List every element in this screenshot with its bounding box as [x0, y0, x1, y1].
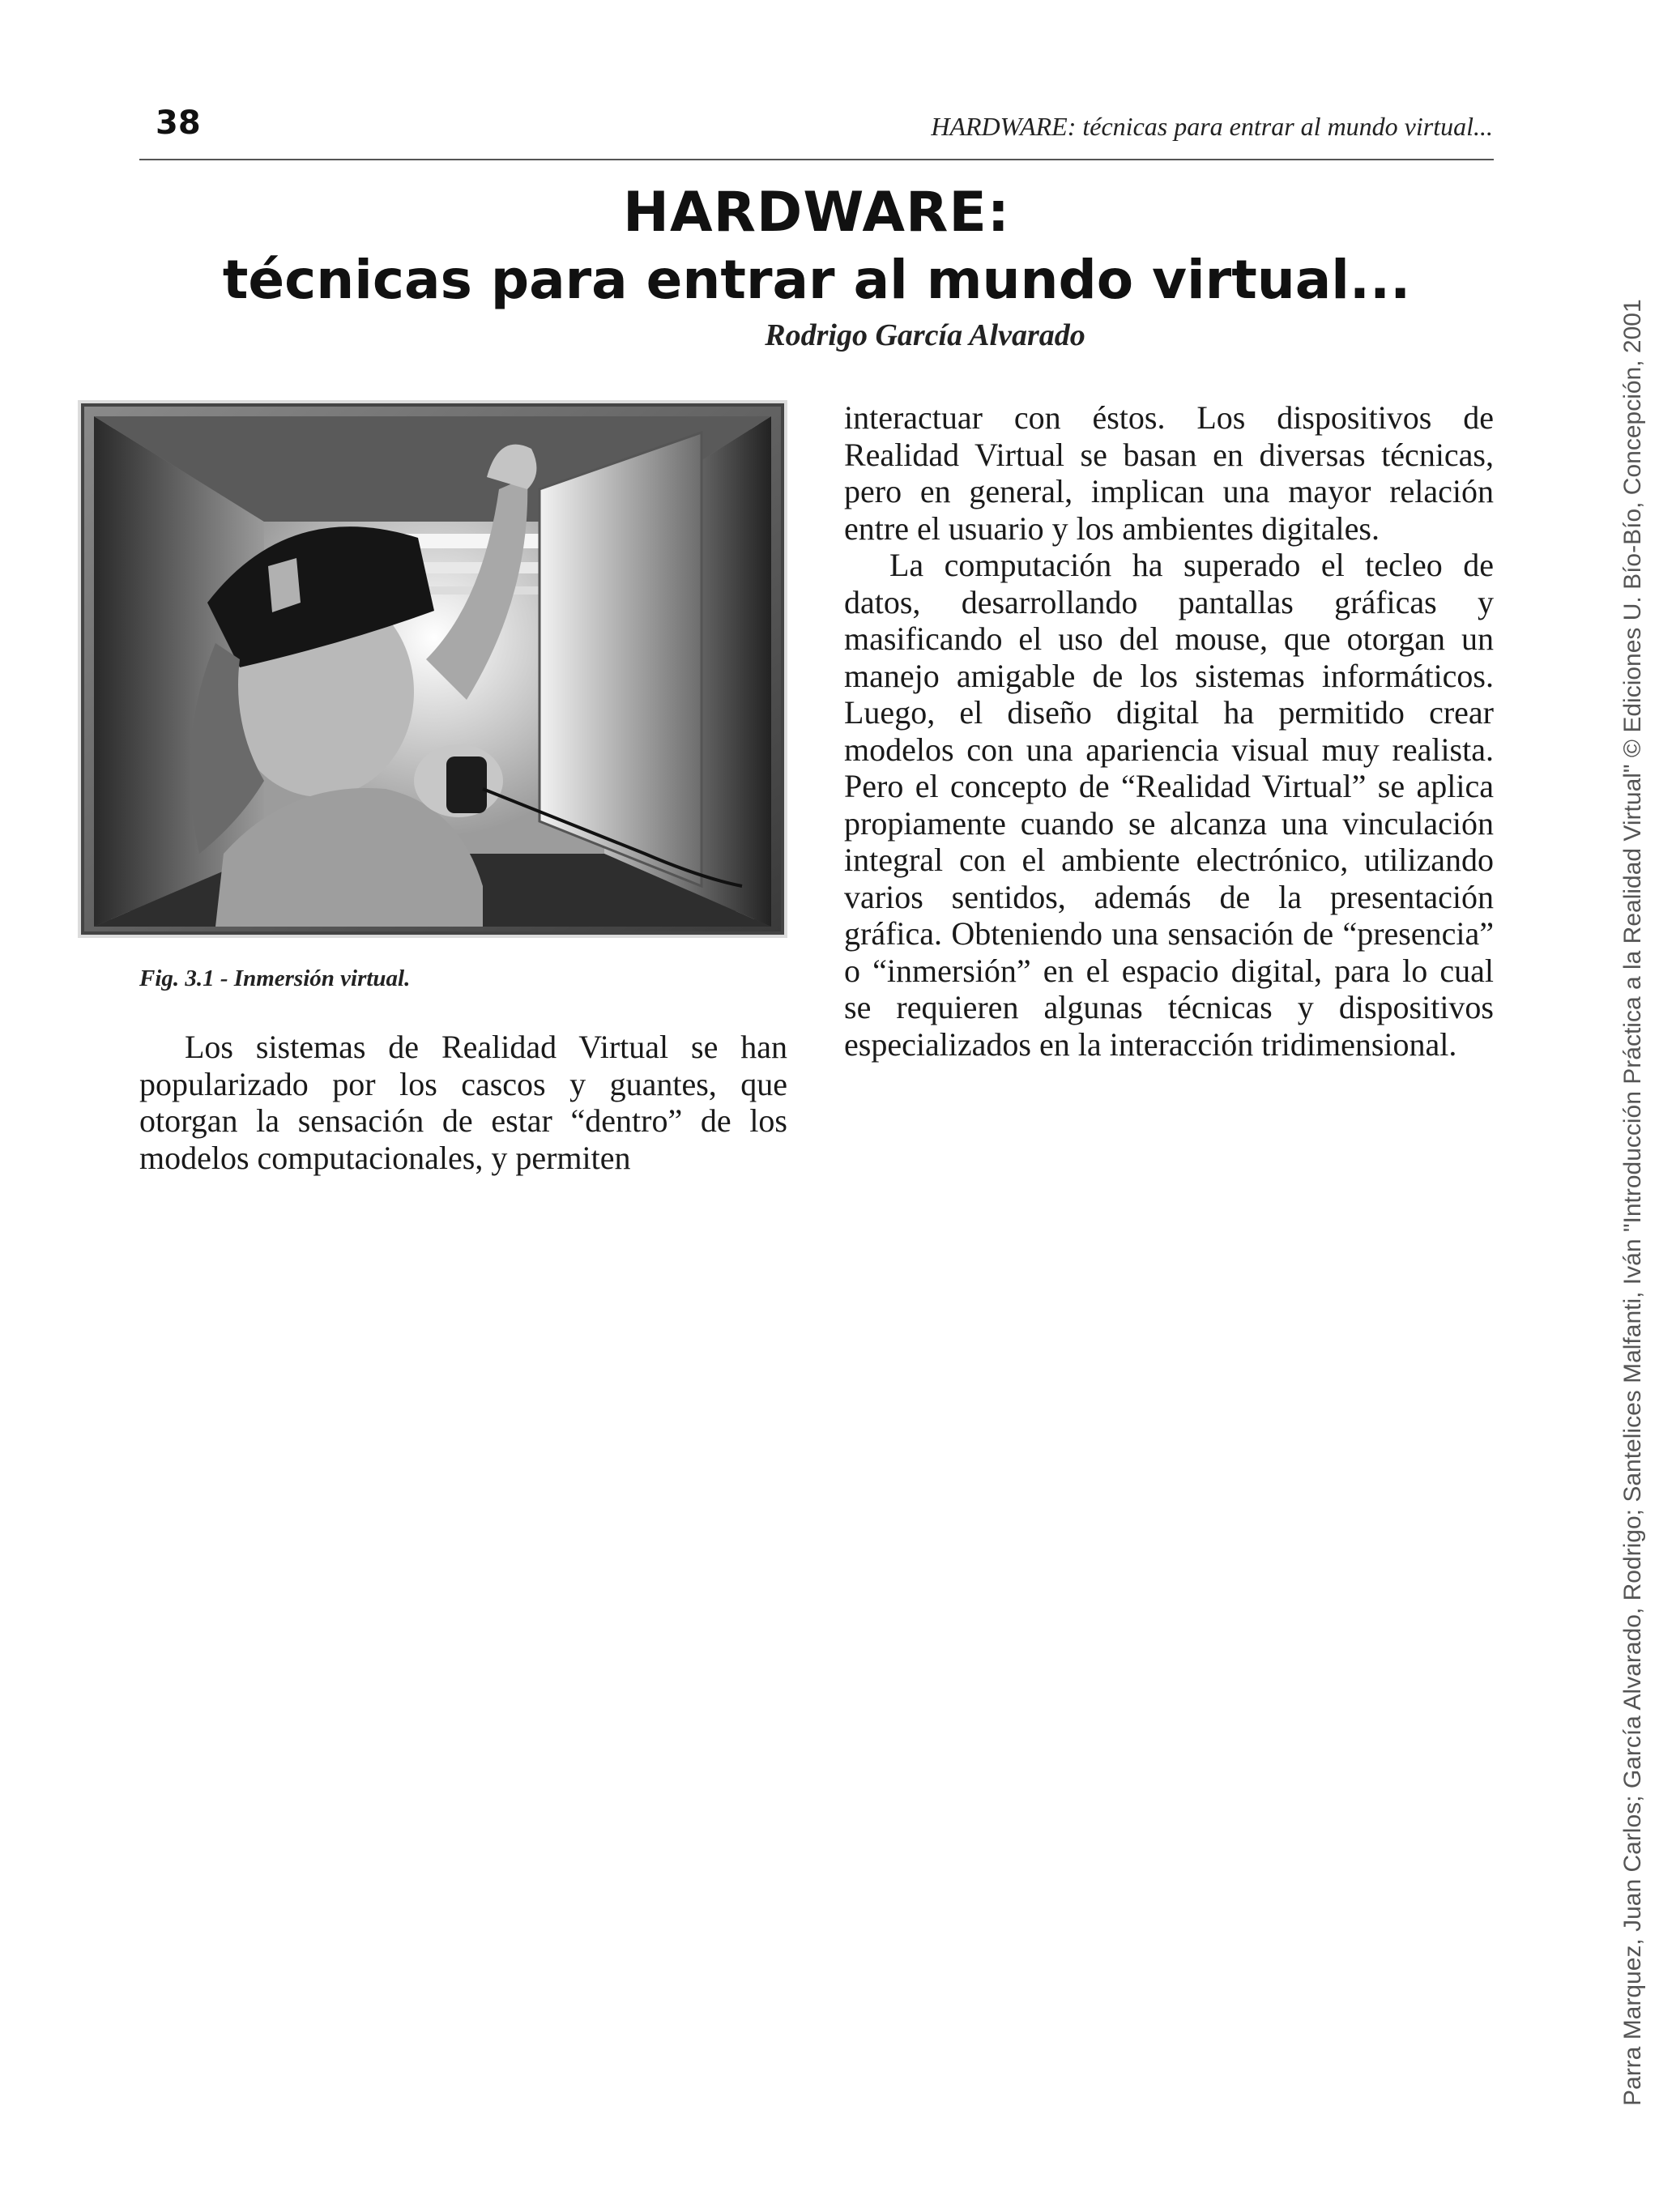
figure-virtual-immersion: [78, 400, 787, 938]
author-name: Rodrigo García Alvarado: [765, 318, 1085, 352]
body-paragraph: Los sistemas de Realidad Virtual se han popularizado por los cascos y guantes, que otorgan la sensación de estar “dentro” de los modelos computacionales, y permiten: [139, 1029, 787, 1176]
body-column-right: [844, 399, 1494, 1063]
immersion-illustration: [78, 400, 787, 938]
title-block: [139, 180, 1494, 355]
chapter-title: HARDWARE:: [623, 181, 1010, 245]
body-paragraph: La computación ha superado el tecleo de datos, desarrollando pantallas gráficas y masificando el uso del mouse, que otorgan un manejo amigable de los sistemas informáticos. Luego, el diseño digital ha permitido crear modelos con una apariencia visual muy realista. Pero el concepto de “Realidad Virtual” se aplica propiamente cuando se alcanza una vinculación integral con el ambiente electrónico, utilizando varios sentidos, además de la presentación gráfica. Obteniendo una sensación de “presencia” o “inmersión” en el espacio digital, para lo cual se requieren algunas técnicas y dispositivos especializados en la interacción tridimensional.: [844, 547, 1494, 1063]
page-number: 38: [156, 104, 201, 142]
chapter-subtitle: técnicas para entrar al mundo virtual...: [222, 249, 1411, 311]
copyright-credit: Parra Marquez, Juan Carlos; García Alvarado, Rodrigo; Santelices Malfanti, Iván "Introducción Práctica a la Realidad Virtual" © Ediciones U. Bío-Bío, Concepción, 2001: [1619, 299, 1646, 2106]
running-header: HARDWARE: técnicas para entrar al mundo virtual...: [931, 112, 1493, 141]
figure-caption: Fig. 3.1 - Inmersión virtual.: [139, 965, 411, 991]
body-column-left: [139, 1029, 787, 1176]
body-paragraph: interactuar con éstos. Los dispositivos de Realidad Virtual se basan en diversas técnicas, pero en general, implican una mayor relación entre el usuario y los ambientes digitales.: [844, 399, 1494, 547]
header-divider: [139, 159, 1494, 160]
